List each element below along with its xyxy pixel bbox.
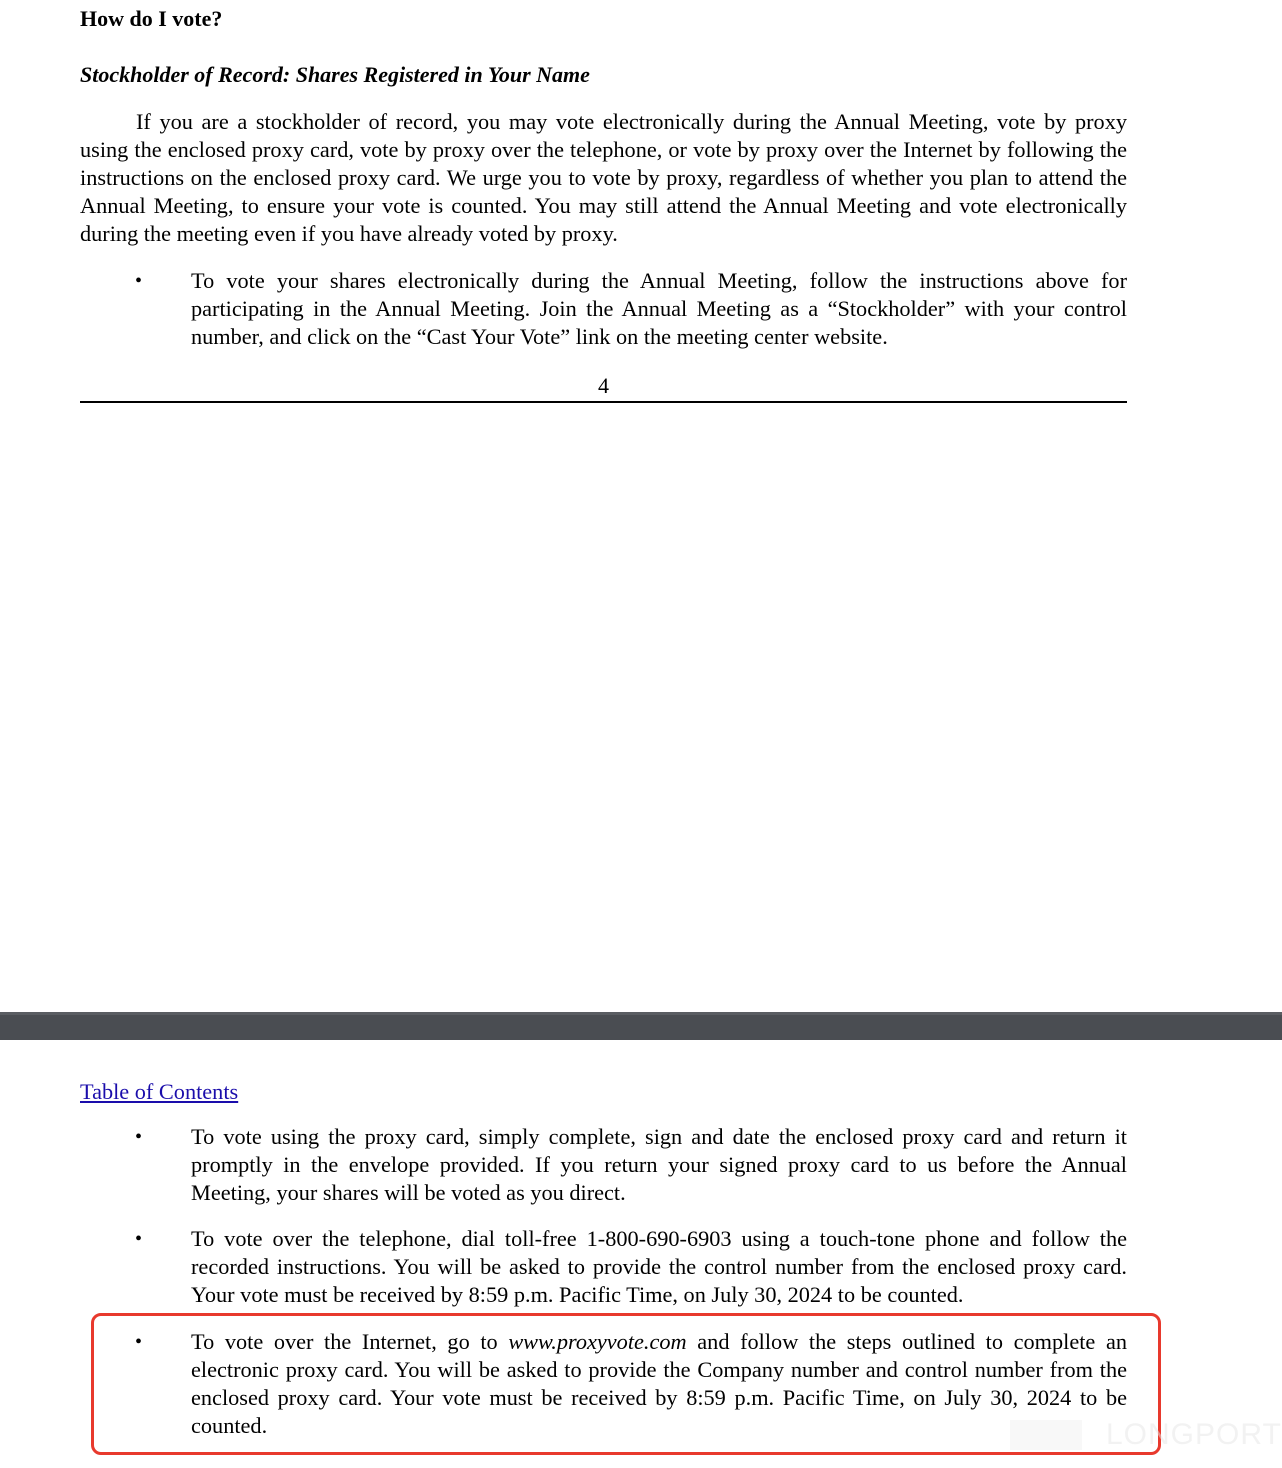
table-of-contents-link[interactable]: Table of Contents <box>80 1079 239 1104</box>
internet-text-end: and follow the steps outlined to complete an electronic proxy card. You will be asked to provide the Company number and control number from the enclosed proxy card. Your vote must be received by 8:59 p.m. Pacific Time, on July 30, 2024 to be counted. <box>191 1329 1127 1438</box>
watermark-logo-icon <box>1010 1420 1082 1450</box>
intro-paragraph: If you are a stockholder of record, you may vote electronically during the Annual Meeting, vote by proxy using the enclosed proxy card, vote by proxy over the telephone, or vote by proxy over the Internet by following the instructions on the enclosed proxy card. We urge you to vote by proxy, regardless of whether you plan to attend the Annual Meeting, to ensure your vote is counted. You may still attend the Annual Meeting and vote electronically during the meeting even if you have already voted by proxy. <box>80 109 1127 246</box>
bullet-text: To vote over the telephone, dial toll-free 1-800-690-6903 using a touch-tone phone and follow the recorded instructions. You will be asked to provide the control number from the enclosed proxy card. Your vote must be received by 8:59 p.m. Pacific Time, on July 30, 2024 to be counted. <box>191 1226 1127 1307</box>
list-item-proxy-card <box>80 1123 1127 1207</box>
proxyvote-url: www.proxyvote.com <box>508 1329 687 1354</box>
bullet-icon: • <box>135 270 143 292</box>
watermark <box>1010 1418 1282 1452</box>
bullet-text: To vote your shares electronically during the Annual Meeting, follow the instructions above for participating in the Annual Meeting. Join the Annual Meeting as a “Stockholder” with your control number, and click on the “Cast Your Vote” link on the meeting center website. <box>191 268 1127 349</box>
section-subheading: Stockholder of Record: Shares Registered in Your Name <box>80 62 590 87</box>
page-number: 4 <box>598 373 609 398</box>
list-item-electronic-vote <box>80 267 1127 351</box>
section-heading: How do I vote? <box>80 6 223 31</box>
highlight-box <box>91 1313 1161 1455</box>
watermark-text: LONGPORT <box>1106 1418 1282 1451</box>
internet-text-start: To vote over the Internet, go to <box>191 1329 509 1354</box>
bullet-text: To vote using the proxy card, simply complete, sign and date the enclosed proxy card and return it promptly in the envelope provided. If you return your signed proxy card to us before the Annual Meeting, your shares will be voted as you direct. <box>191 1124 1127 1205</box>
bullet-icon: • <box>135 1126 143 1148</box>
page-separator <box>0 1012 1282 1040</box>
bullet-icon: • <box>135 1228 143 1250</box>
bullet-icon: • <box>135 1331 143 1353</box>
list-item-telephone <box>80 1225 1127 1309</box>
page-bottom-rule <box>80 401 1127 403</box>
